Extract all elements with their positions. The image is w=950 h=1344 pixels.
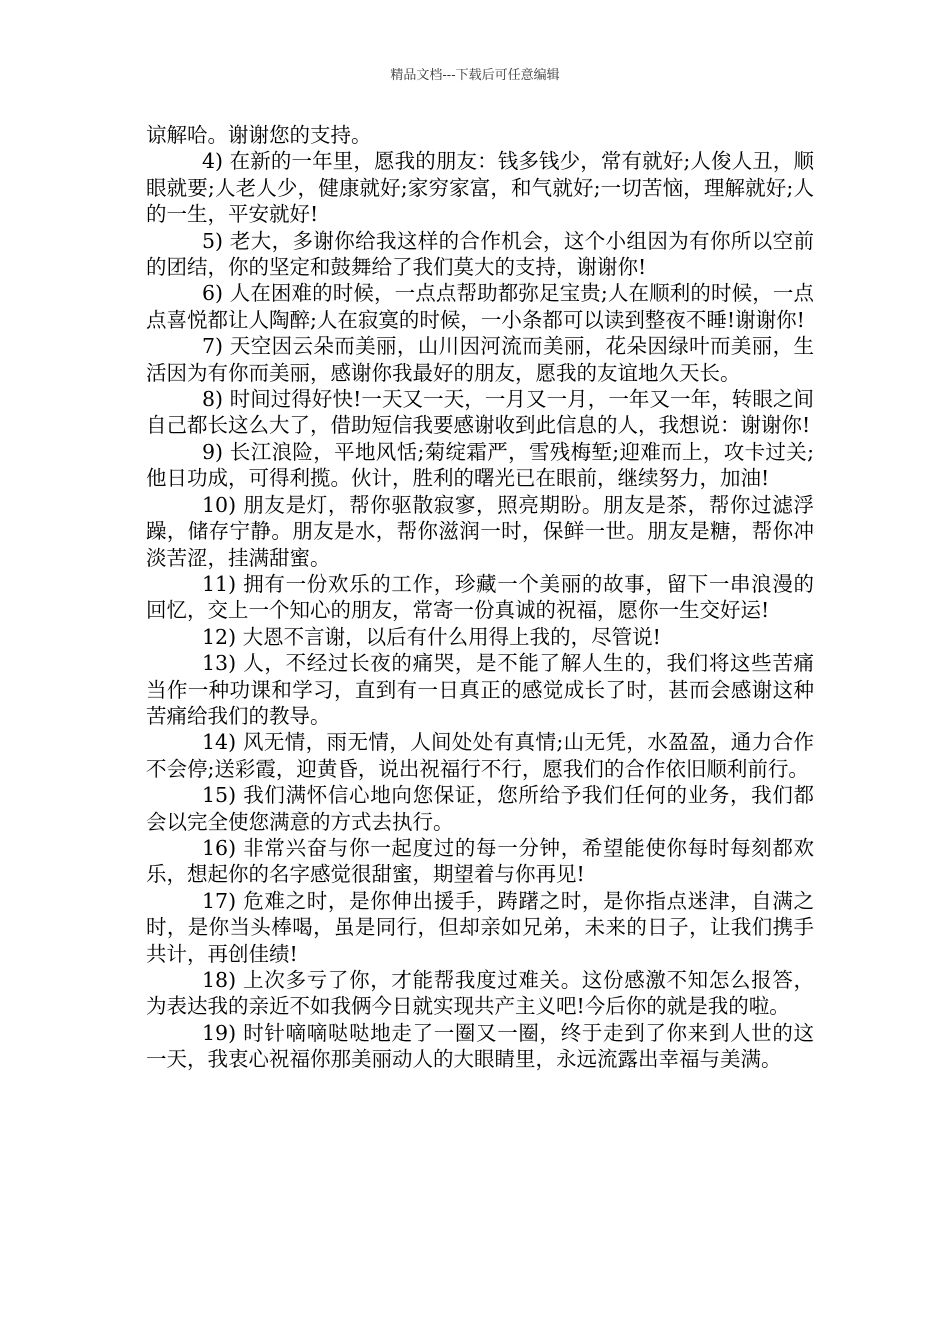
paragraph-item-16: 16) 非常兴奋与你一起度过的每一分钟，希望能使你每时每刻都欢乐，想起你的名字感觉很甜蜜，期望着与你再见! <box>146 835 814 887</box>
paragraph-item-4: 4) 在新的一年里，愿我的朋友：钱多钱少，常有就好;人俊人丑，顺眼就要;人老人少，健康就好;家穷家富，和气就好;一切苦恼，理解就好;人的一生，平安就好! <box>146 149 814 227</box>
paragraph-item-18: 18) 上次多亏了你，才能帮我度过难关。这份感激不知怎么报答，为表达我的亲近不如我俩今日就实现共产主义吧!今后你的就是我的啦。 <box>146 968 814 1019</box>
paragraph-item-6: 6) 人在困难的时候，一点点帮助都弥足宝贵;人在顺利的时候，一点点喜悦都让人陶醉;人在寂寞的时候，一小条都可以读到整夜不睡!谢谢你! <box>146 281 814 332</box>
paragraph-item-10: 10) 朋友是灯，帮你驱散寂寥，照亮期盼。朋友是茶，帮你过滤浮躁，储存宁静。朋友是水，帮你滋润一时，保鲜一世。朋友是糖，帮你冲淡苦涩，挂满甜蜜。 <box>146 492 814 570</box>
paragraph-item-7: 7) 天空因云朵而美丽，山川因河流而美丽，花朵因绿叶而美丽，生活因为有你而美丽，感谢你我最好的朋友，愿我的友谊地久天长。 <box>146 334 814 385</box>
page-header: 精品文档---下载后可任意编辑 <box>390 68 560 83</box>
paragraph-item-12: 12) 大恩不言谢，以后有什么用得上我的，尽管说! <box>202 624 661 649</box>
document-body <box>146 122 814 1073</box>
paragraph-item-11: 11) 拥有一份欢乐的工作，珍藏一个美丽的故事，留下一串浪漫的回忆，交上一个知心的朋友，常寄一份真诚的祝福，愿你一生交好运! <box>146 571 814 623</box>
paragraph-item-14: 14) 风无情，雨无情，人间处处有真情;山无凭，水盈盈，通力合作不会停;送彩霞，迎黄昏，说出祝福行不行，愿我们的合作依旧顺利前行。 <box>146 730 814 781</box>
paragraph-item-19: 19) 时针嘀嘀哒哒地走了一圈又一圈，终于走到了你来到人世的这一天，我衷心祝福你那美丽动人的大眼睛里，永远流露出幸福与美满。 <box>146 1020 814 1072</box>
paragraph-item-8: 8) 时间过得好快!一天又一天，一月又一月，一年又一年，转眼之间自己都长这么大了，借助短信我要感谢收到此信息的人，我想说：谢谢你! <box>146 387 814 438</box>
paragraph-item-5: 5) 老大，多谢你给我这样的合作机会，这个小组因为有你所以空前的团结，你的坚定和鼓舞给了我们莫大的支持，谢谢你! <box>146 228 814 280</box>
paragraph-item-13: 13) 人，不经过长夜的痛哭，是不能了解人生的，我们将这些苦痛当作一种功课和学习，直到有一日真正的感觉成长了时，甚而会感谢这种苦痛给我们的教导。 <box>146 651 814 728</box>
paragraph-item-9: 9) 长江浪险，平地风恬;菊绽霜严，雪残梅堑;迎难而上，攻卡过关;他日功成，可得利揽。伙计，胜利的曙光已在眼前，继续努力，加油! <box>146 439 814 491</box>
paragraph-item-17: 17) 危难之时，是你伸出援手，踌躇之时，是你指点迷津，自满之时，是你当头棒喝，虽是同行，但却亲如兄弟，未来的日子，让我们携手共计，再创佳绩! <box>146 888 814 966</box>
paragraph-item-15: 15) 我们满怀信心地向您保证，您所给予我们任何的业务，我们都会以完全使您满意的方式去执行。 <box>146 783 814 834</box>
paragraph-continuation: 谅解哈。谢谢您的支持。 <box>146 123 372 147</box>
